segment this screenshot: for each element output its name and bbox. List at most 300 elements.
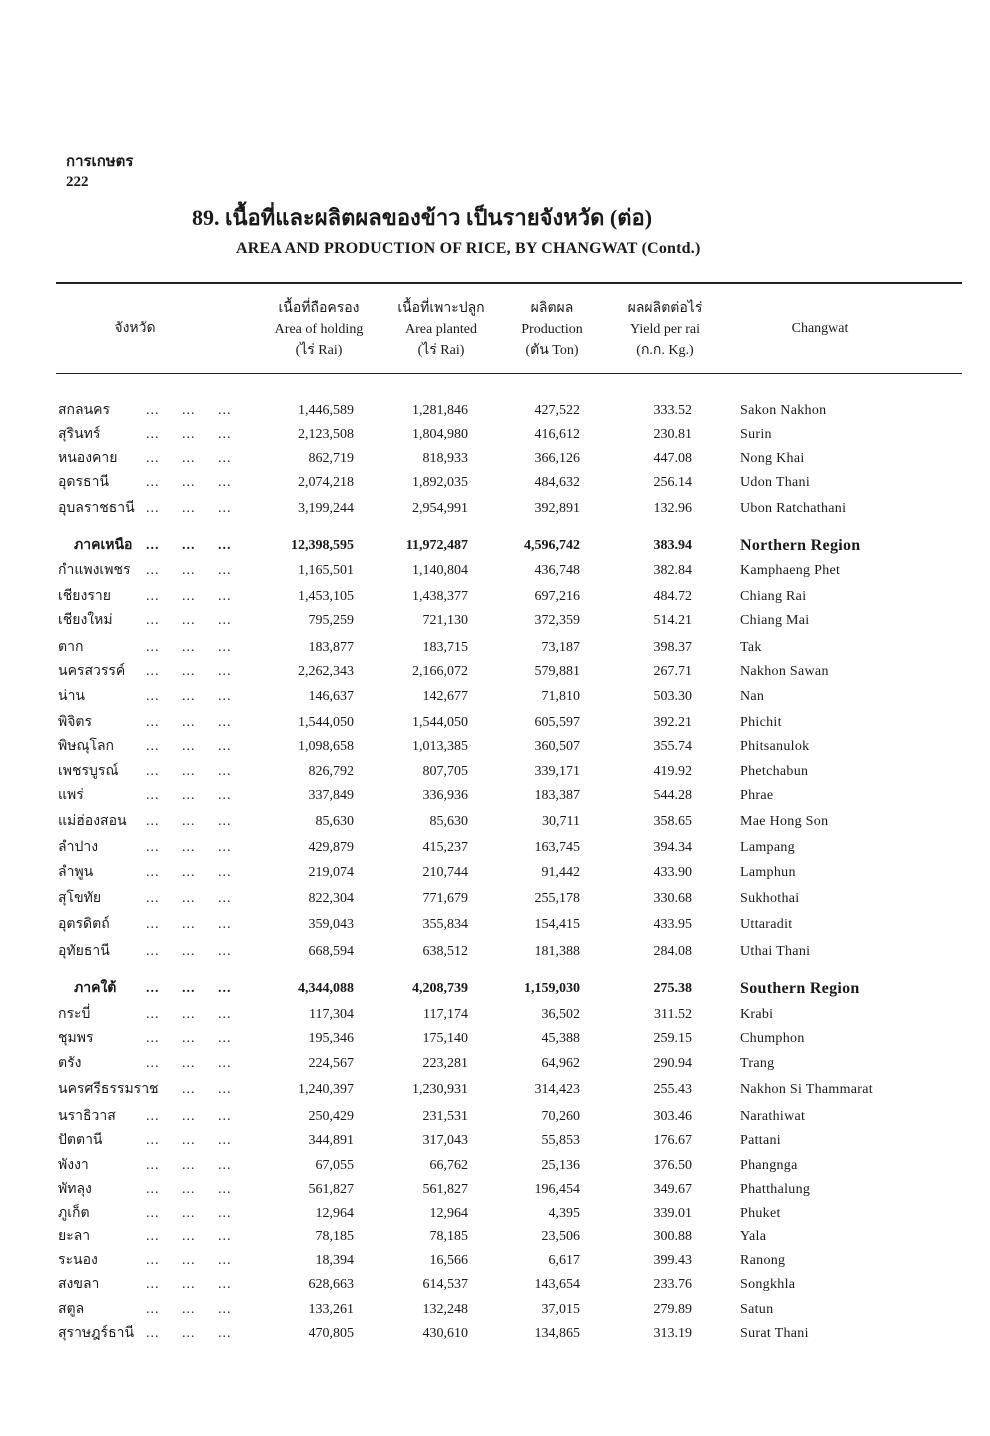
yield-cell: 303.46 [653,1109,692,1124]
yield-cell: 300.88 [653,1229,692,1244]
leader-dots [146,1105,232,1129]
production-cell: 436,748 [534,563,580,578]
yield-cell: 398.37 [653,640,692,655]
production-cell: 181,388 [534,944,580,959]
area-holding-cell: 224,567 [308,1056,354,1071]
leader-dots [146,559,232,583]
production-cell: 392,891 [534,501,580,516]
changwat-english: Phitsanulok [740,739,810,754]
yield-cell: 255.43 [653,1082,692,1097]
table-row [0,1273,990,1297]
leader-dots [146,887,232,911]
yield-cell: 433.95 [653,917,692,932]
yield-cell: 284.08 [653,944,692,959]
production-cell: 4,395 [548,1206,580,1221]
leader-dots [146,1078,232,1102]
page-number: 222 [66,174,89,190]
changwat-english: Uttaradit [740,917,793,932]
table-row [0,685,990,709]
production-cell: 154,415 [534,917,580,932]
table-row [0,497,990,521]
leader-dots [146,810,232,834]
header-area-holding: เนื้อที่ถือครอง Area of holding (ไร่ Rai) [274,301,364,358]
production-cell: 579,881 [534,664,580,679]
production-cell: 697,216 [534,589,580,604]
production-cell: 4,596,742 [524,538,580,553]
yield-cell: 484.72 [653,589,692,604]
changwat-english: Northern Region [740,537,861,554]
area-holding-cell: 1,544,050 [298,715,354,730]
production-cell: 36,502 [541,1007,580,1022]
table-row [0,784,990,808]
area-planted-cell: 117,174 [423,1007,468,1022]
area-holding-cell: 78,185 [315,1229,354,1244]
leader-dots [146,760,232,784]
yield-cell: 233.76 [653,1277,692,1292]
area-holding-cell: 1,165,501 [298,563,354,578]
area-holding-cell: 133,261 [308,1302,354,1317]
leader-dots [146,399,232,423]
area-holding-cell: 628,663 [308,1277,354,1292]
area-holding-cell: 2,074,218 [298,475,354,490]
area-planted-cell: 1,804,980 [412,427,468,442]
changwat-english: Nakhon Si Thammarat [740,1082,873,1097]
yield-cell: 383.94 [653,538,692,553]
leader-dots [146,1154,232,1178]
changwat-english: Lampang [740,840,795,855]
table-row [0,1322,990,1346]
area-holding-cell: 826,792 [308,764,354,779]
leader-dots [146,913,232,937]
area-holding-cell: 250,429 [308,1109,354,1124]
table-row [0,1298,990,1322]
area-planted-cell: 231,531 [422,1109,468,1124]
table-row [0,1225,990,1249]
production-cell: 1,159,030 [524,981,580,996]
production-cell: 45,388 [541,1031,580,1046]
area-holding-cell: 3,199,244 [298,501,354,516]
leader-dots [146,660,232,684]
page-header [66,152,133,192]
area-planted-cell: 1,013,385 [412,739,468,754]
yield-cell: 333.52 [653,403,692,418]
area-planted-cell: 818,933 [422,451,468,466]
table-row [0,887,990,911]
area-holding-cell: 183,877 [308,640,354,655]
yield-cell: 290.94 [653,1056,692,1071]
production-cell: 55,853 [541,1133,580,1148]
area-planted-cell: 142,677 [422,689,468,704]
table-row [0,423,990,447]
region-total-row [0,534,990,558]
table-row [0,1178,990,1202]
area-planted-cell: 1,281,846 [412,403,468,418]
yield-cell: 358.65 [653,814,692,829]
production-cell: 484,632 [534,475,580,490]
header-area-planted: เนื้อที่เพาะปลูก Area planted (ไร่ Rai) [397,301,485,358]
leader-dots [146,471,232,495]
table-row [0,471,990,495]
area-planted-cell: 721,130 [422,613,468,628]
changwat-english: Phrae [740,788,774,803]
table-row [0,810,990,834]
area-planted-cell: 1,438,377 [412,589,468,604]
changwat-english: Trang [740,1056,775,1071]
yield-cell: 267.71 [653,664,692,679]
area-holding-cell: 67,055 [315,1158,354,1173]
production-cell: 366,126 [534,451,580,466]
leader-dots [146,1322,232,1346]
area-holding-cell: 822,304 [308,891,354,906]
area-holding-cell: 668,594 [308,944,354,959]
yield-cell: 382.84 [653,563,692,578]
table-row [0,1105,990,1129]
leader-dots [146,1178,232,1202]
header-top-rule [56,282,962,284]
section-name: การเกษตร [66,154,134,170]
area-planted-cell: 85,630 [429,814,468,829]
yield-cell: 313.19 [653,1326,692,1341]
changwat-thai: ยะลา [58,1229,91,1244]
area-planted-cell: 11,972,487 [405,538,468,553]
leader-dots [146,447,232,471]
yield-cell: 349.67 [653,1182,692,1197]
changwat-thai: เชียงใหม่ [58,613,113,628]
area-holding-cell: 117,304 [309,1007,354,1022]
leader-dots [146,1202,232,1226]
changwat-thai: สงขลา [58,1277,100,1292]
area-holding-cell: 1,240,397 [298,1082,354,1097]
changwat-thai: นครศรีธรรมราช [58,1082,159,1097]
table-row [0,940,990,964]
area-planted-cell: 638,512 [422,944,468,959]
production-cell: 70,260 [541,1109,580,1124]
yield-cell: 355.74 [653,739,692,754]
area-planted-cell: 1,892,035 [412,475,468,490]
changwat-thai: สกลนคร [58,403,111,418]
changwat-thai: ปัตตานี [58,1133,103,1148]
area-planted-cell: 2,166,072 [412,664,468,679]
area-planted-cell: 807,705 [422,764,468,779]
area-holding-cell: 18,394 [315,1253,354,1268]
yield-cell: 275.38 [653,981,692,996]
leader-dots [146,534,232,558]
changwat-english: Udon Thani [740,475,811,490]
changwat-thai: ลำปาง [58,840,99,855]
area-planted-cell: 1,140,804 [412,563,468,578]
leader-dots [146,585,232,609]
area-holding-cell: 1,446,589 [298,403,354,418]
area-planted-cell: 78,185 [429,1229,468,1244]
area-planted-cell: 210,744 [422,865,468,880]
leader-dots [146,1052,232,1076]
yield-cell: 394.34 [653,840,692,855]
leader-dots [146,836,232,860]
leader-dots [146,711,232,735]
changwat-english: Ubon Ratchathani [740,501,847,516]
table-row [0,609,990,633]
changwat-english: Mae Hong Son [740,814,829,829]
changwat-english: Songkhla [740,1277,796,1292]
changwat-thai: แม่ฮ่องสอน [58,814,127,829]
changwat-thai: นครสวรรค์ [58,664,126,679]
changwat-thai: สตูล [58,1302,85,1317]
yield-cell: 419.92 [653,764,692,779]
area-planted-cell: 16,566 [429,1253,468,1268]
area-planted-cell: 175,140 [422,1031,468,1046]
table-row [0,399,990,423]
leader-dots [146,423,232,447]
changwat-english: Nakhon Sawan [740,664,829,679]
yield-cell: 447.08 [653,451,692,466]
production-cell: 314,423 [534,1082,580,1097]
yield-cell: 392.21 [653,715,692,730]
leader-dots [146,1249,232,1273]
area-holding-cell: 195,346 [308,1031,354,1046]
production-cell: 416,612 [534,427,580,442]
area-holding-cell: 359,043 [308,917,354,932]
production-cell: 134,865 [534,1326,580,1341]
region-total-row [0,977,990,1001]
area-holding-cell: 795,259 [308,613,354,628]
changwat-thai: ภูเก็ต [58,1206,90,1221]
yield-cell: 259.15 [653,1031,692,1046]
area-planted-cell: 614,537 [422,1277,468,1292]
changwat-thai: นราธิวาส [58,1109,116,1124]
leader-dots [146,1003,232,1027]
changwat-thai: กระบี่ [58,1007,91,1022]
table-row [0,1202,990,1226]
area-planted-cell: 66,762 [429,1158,468,1173]
leader-dots [146,1273,232,1297]
leader-dots [146,1298,232,1322]
area-holding-cell: 470,805 [308,1326,354,1341]
yield-cell: 399.43 [653,1253,692,1268]
area-planted-cell: 1,230,931 [412,1082,468,1097]
area-planted-cell: 430,610 [422,1326,468,1341]
table-row [0,559,990,583]
changwat-english: Uthai Thani [740,944,811,959]
area-planted-cell: 561,827 [422,1182,468,1197]
area-holding-cell: 146,637 [308,689,354,704]
area-planted-cell: 1,544,050 [412,715,468,730]
changwat-thai: สุรินทร์ [58,427,101,442]
changwat-thai: ตรัง [58,1056,82,1071]
area-holding-cell: 344,891 [308,1133,354,1148]
header-production: ผลิตผล Production (ตัน Ton) [521,301,583,358]
area-holding-cell: 862,719 [308,451,354,466]
production-cell: 605,597 [534,715,580,730]
production-cell: 23,506 [541,1229,580,1244]
production-cell: 25,136 [541,1158,580,1173]
production-cell: 64,962 [541,1056,580,1071]
changwat-english: Southern Region [740,980,860,997]
changwat-thai: พัทลุง [58,1182,92,1197]
table-row [0,913,990,937]
table-row [0,1249,990,1273]
area-planted-cell: 12,964 [429,1206,468,1221]
area-holding-cell: 12,964 [315,1206,354,1221]
header-changwat-thai: จังหวัด [114,321,156,336]
leader-dots [146,685,232,709]
changwat-english: Phetchabun [740,764,809,779]
changwat-thai: อุบลราชธานี [58,501,135,516]
changwat-english: Surin [740,427,772,442]
area-holding-cell: 561,827 [308,1182,354,1197]
changwat-thai: หนองคาย [58,451,118,466]
changwat-english: Satun [740,1302,774,1317]
production-cell: 163,745 [534,840,580,855]
table-row [0,1052,990,1076]
production-cell: 427,522 [534,403,580,418]
table-row [0,447,990,471]
production-cell: 37,015 [541,1302,580,1317]
area-holding-cell: 219,074 [308,865,354,880]
changwat-thai: ลำพูน [58,865,94,880]
leader-dots [146,497,232,521]
yield-cell: 230.81 [653,427,692,442]
changwat-english: Tak [740,640,762,655]
changwat-thai: เชียงราย [58,589,111,604]
changwat-english: Sukhothai [740,891,800,906]
changwat-thai: ภาคเหนือ [74,538,133,553]
changwat-english: Phatthalung [740,1182,811,1197]
table-row [0,711,990,735]
table-title-english: AREA AND PRODUCTION OF RICE, BY CHANGWAT (Contd.) [236,240,701,257]
area-holding-cell: 4,344,088 [298,981,354,996]
area-planted-cell: 336,936 [422,788,468,803]
changwat-english: Yala [740,1229,767,1244]
changwat-english: Phangnga [740,1158,798,1173]
yield-cell: 376.50 [653,1158,692,1173]
area-holding-cell: 12,398,595 [291,538,354,553]
changwat-english: Kamphaeng Phet [740,563,841,578]
production-cell: 143,654 [534,1277,580,1292]
table-row [0,1129,990,1153]
changwat-english: Phuket [740,1206,781,1221]
yield-cell: 132.96 [653,501,692,516]
production-cell: 6,617 [548,1253,580,1268]
leader-dots [146,636,232,660]
changwat-english: Chumphon [740,1031,805,1046]
area-holding-cell: 85,630 [315,814,354,829]
production-cell: 30,711 [542,814,580,829]
yield-cell: 514.21 [653,613,692,628]
changwat-english: Phichit [740,715,782,730]
leader-dots [146,784,232,808]
table-row [0,836,990,860]
changwat-thai: แพร่ [58,788,84,803]
leader-dots [146,609,232,633]
changwat-thai: อุทัยธานี [58,944,110,959]
yield-cell: 279.89 [653,1302,692,1317]
table-row [0,1154,990,1178]
leader-dots [146,735,232,759]
changwat-thai: น่าน [58,689,86,704]
area-holding-cell: 337,849 [308,788,354,803]
area-holding-cell: 1,098,658 [298,739,354,754]
changwat-thai: ชุมพร [58,1031,94,1046]
leader-dots [146,861,232,885]
changwat-english: Sakon Nakhon [740,403,827,418]
table-row [0,585,990,609]
changwat-english: Pattani [740,1133,781,1148]
area-planted-cell: 415,237 [422,840,468,855]
header-bottom-rule [56,373,962,374]
area-planted-cell: 223,281 [422,1056,468,1071]
changwat-thai: อุดรธานี [58,475,109,490]
production-cell: 372,359 [534,613,580,628]
area-planted-cell: 355,834 [422,917,468,932]
area-planted-cell: 317,043 [422,1133,468,1148]
table-row [0,636,990,660]
header-changwat-english: Changwat [791,321,849,336]
changwat-english: Krabi [740,1007,774,1022]
table-row [0,760,990,784]
production-cell: 71,810 [541,689,580,704]
leader-dots [146,977,232,1001]
table-row [0,1003,990,1027]
yield-cell: 544.28 [653,788,692,803]
yield-cell: 330.68 [653,891,692,906]
table-row [0,1027,990,1051]
changwat-english: Surat Thani [740,1326,809,1341]
table-row [0,861,990,885]
changwat-english: Lamphun [740,865,796,880]
leader-dots [146,1129,232,1153]
changwat-thai: เพชรบูรณ์ [58,764,119,779]
changwat-english: Chiang Rai [740,589,807,604]
changwat-thai: สุราษฎร์ธานี [58,1326,135,1341]
production-cell: 360,507 [534,739,580,754]
production-cell: 339,171 [534,764,580,779]
production-cell: 73,187 [541,640,580,655]
area-holding-cell: 1,453,105 [298,589,354,604]
changwat-thai: ตาก [58,640,84,655]
changwat-thai: อุตรดิตถ์ [58,917,110,932]
changwat-thai: พิจิตร [58,715,93,730]
table-row [0,660,990,684]
changwat-thai: พังงา [58,1158,89,1173]
production-cell: 91,442 [541,865,580,880]
changwat-thai: กำแพงเพชร [58,563,131,578]
area-planted-cell: 2,954,991 [412,501,468,516]
area-planted-cell: 183,715 [422,640,468,655]
area-planted-cell: 771,679 [422,891,468,906]
changwat-thai: ภาคใต้ [74,981,117,996]
changwat-english: Nan [740,689,765,704]
changwat-thai: ระนอง [58,1253,98,1268]
leader-dots [146,1027,232,1051]
changwat-english: Ranong [740,1253,786,1268]
table-row [0,1078,990,1102]
yield-cell: 176.67 [653,1133,692,1148]
yield-cell: 503.30 [653,689,692,704]
changwat-thai: สุโขทัย [58,891,102,906]
table-row [0,735,990,759]
area-holding-cell: 2,262,343 [298,664,354,679]
area-planted-cell: 4,208,739 [412,981,468,996]
changwat-english: Nong Khai [740,451,805,466]
changwat-english: Narathiwat [740,1109,806,1124]
yield-cell: 433.90 [653,865,692,880]
changwat-thai: พิษณุโลก [58,739,115,754]
yield-cell: 256.14 [653,475,692,490]
header-yield: ผลผลิตต่อไร่ Yield per rai (ก.ก. Kg.) [627,301,703,358]
leader-dots [146,940,232,964]
production-cell: 255,178 [534,891,580,906]
area-holding-cell: 429,879 [308,840,354,855]
